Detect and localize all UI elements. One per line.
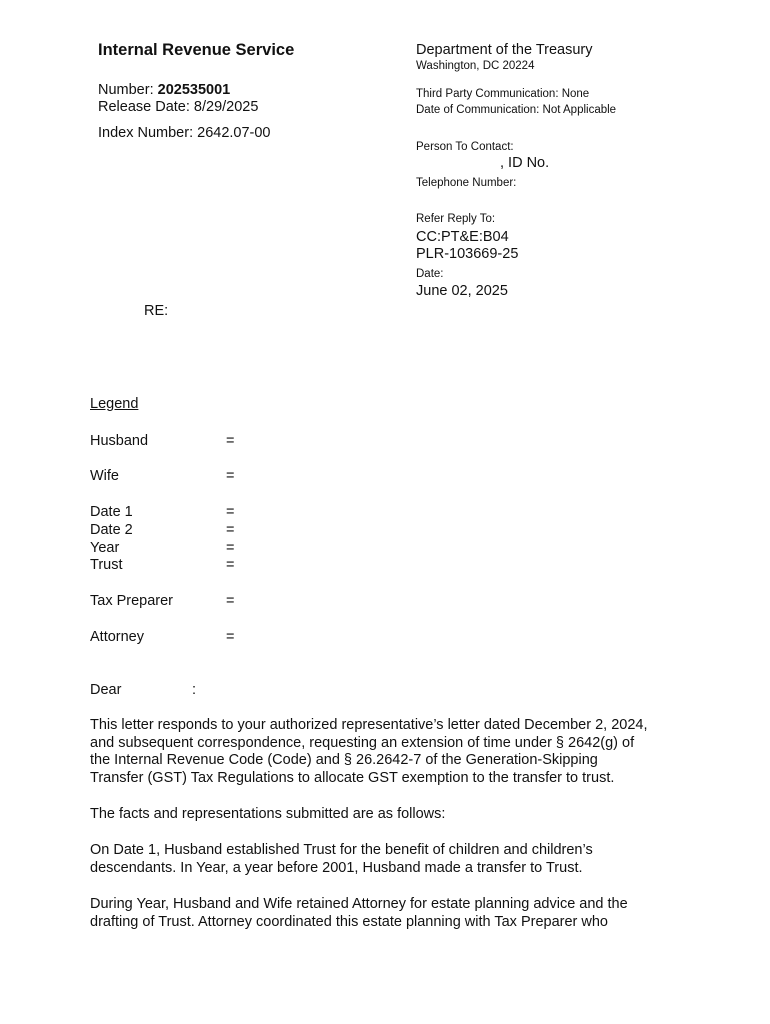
refer-code-1: CC:PT&E:B04	[416, 229, 509, 245]
legend-equals: =	[226, 593, 235, 609]
paragraph-line: the Internal Revenue Code (Code) and § 26.2642-7 of the Generation-Skipping	[90, 752, 598, 768]
index-number: Index Number: 2642.07-00	[98, 125, 271, 141]
refer-code-2: PLR-103669-25	[416, 246, 519, 262]
department-address: Washington, DC 20224	[416, 60, 535, 72]
legend-equals: =	[226, 433, 235, 449]
date-label: Date:	[416, 268, 444, 280]
legend-item-wife: Wife	[90, 468, 119, 484]
paragraph-line: Transfer (GST) Tax Regulations to allocate GST exemption to the transfer to trust.	[90, 769, 615, 786]
re-label: RE:	[144, 303, 169, 319]
legend-item-husband: Husband	[90, 433, 149, 449]
paragraph-line: The facts and representations submitted are as follows:	[90, 806, 446, 822]
letter-number-label: Number:	[98, 82, 158, 98]
legend-item-trust: Trust	[90, 557, 123, 573]
date-of-communication: Date of Communication: Not Applicable	[416, 104, 617, 116]
legend-equals: =	[226, 629, 235, 645]
legend-equals: =	[226, 522, 235, 538]
salutation-colon: :	[192, 682, 197, 698]
paragraph-line: This letter responds to your authorized representative’s letter dated December 2, 2024,	[90, 717, 648, 733]
legend-equals: =	[226, 540, 235, 556]
body-paragraph-1	[90, 717, 690, 787]
salutation: Dear	[90, 682, 122, 698]
legend-equals: =	[226, 468, 235, 484]
third-party-communication: Third Party Communication: None	[416, 88, 590, 100]
refer-reply-label: Refer Reply To:	[416, 213, 496, 225]
release-date: Release Date: 8/29/2025	[98, 99, 259, 115]
person-to-contact-label: Person To Contact:	[416, 141, 514, 153]
paragraph-line: On Date 1, Husband established Trust for the benefit of children and children’s	[90, 842, 593, 858]
letter-number-value: 202535001	[157, 82, 231, 98]
legend-equals: =	[226, 557, 235, 573]
telephone-number-label: Telephone Number:	[416, 177, 517, 189]
id-number: , ID No.	[500, 155, 550, 171]
legend-equals: =	[226, 504, 235, 520]
body-paragraph-2	[90, 806, 690, 824]
agency-name: Internal Revenue Service	[98, 41, 295, 59]
legend-item-date-2: Date 2	[90, 522, 133, 538]
legend-item-year: Year	[90, 540, 120, 556]
body-paragraph-3	[90, 842, 690, 877]
legend-title: Legend	[90, 396, 139, 412]
letter-date: June 02, 2025	[416, 283, 508, 299]
letter-number	[98, 82, 230, 98]
paragraph-line: descendants. In Year, a year before 2001, Husband made a transfer to Trust.	[90, 859, 583, 876]
paragraph-line: During Year, Husband and Wife retained Attorney for estate planning advice and the	[90, 896, 628, 912]
paragraph-line: drafting of Trust. Attorney coordinated this estate planning with Tax Preparer who	[90, 913, 608, 930]
department-name: Department of the Treasury	[416, 42, 593, 58]
legend-item-tax-preparer: Tax Preparer	[90, 593, 174, 609]
body-paragraph-4	[90, 896, 690, 931]
legend-item-date-1: Date 1	[90, 504, 133, 520]
legend-item-attorney: Attorney	[90, 629, 144, 645]
paragraph-line: and subsequent correspondence, requesting an extension of time under § 2642(g) of	[90, 734, 635, 751]
